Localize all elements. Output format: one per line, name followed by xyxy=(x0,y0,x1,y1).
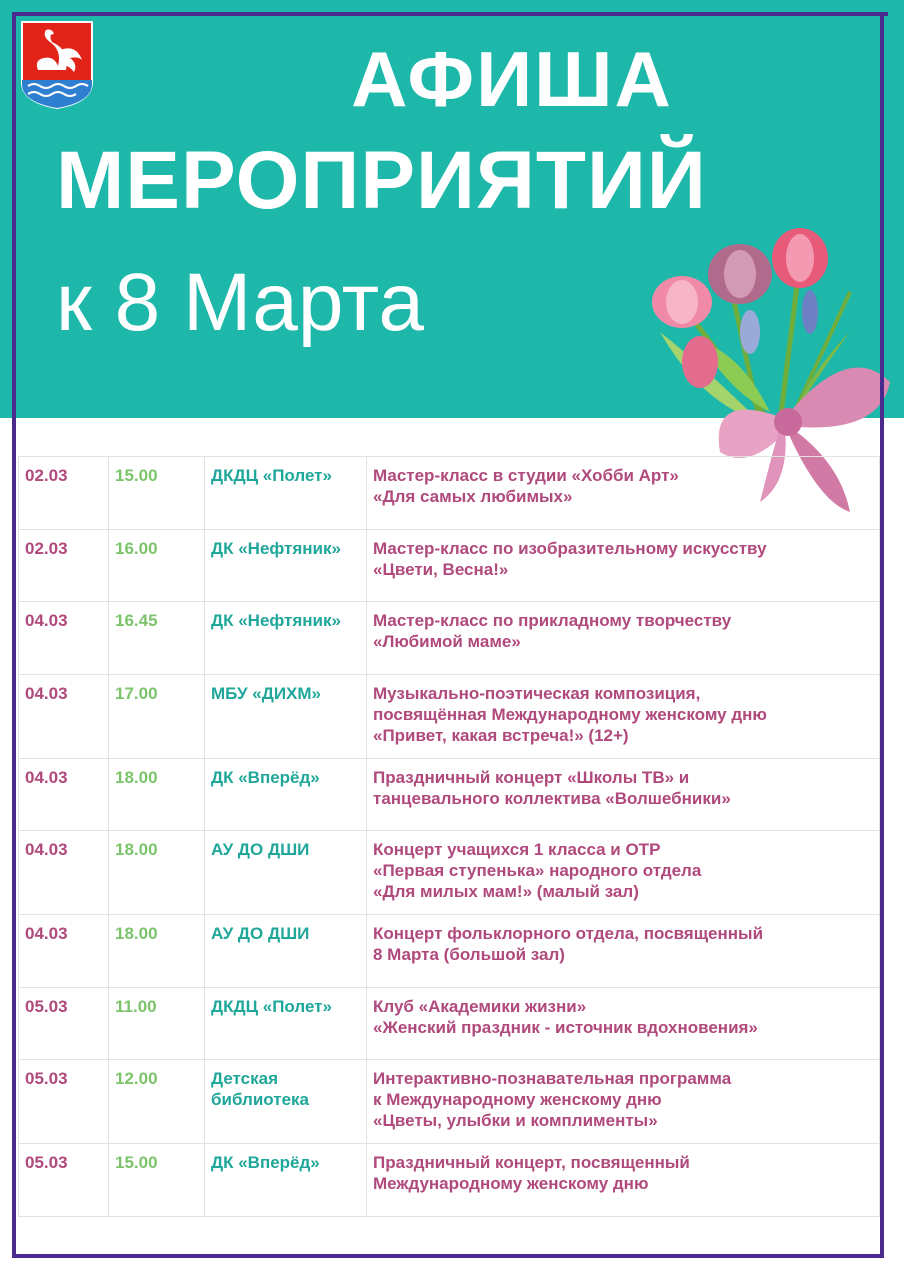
event-time: 16.00 xyxy=(109,529,205,602)
event-description-line: «Женский праздник - источник вдохновения» xyxy=(373,1017,758,1037)
event-place: ДК «Нефтяник» xyxy=(205,602,367,675)
title-line-1: АФИША xyxy=(351,35,673,123)
event-date: 05.03 xyxy=(19,987,109,1060)
event-time: 15.00 xyxy=(109,1144,205,1217)
event-date: 04.03 xyxy=(19,758,109,831)
event-place: ДКДЦ «Полет» xyxy=(205,987,367,1060)
event-place: ДК «Нефтяник» xyxy=(205,529,367,602)
event-description-line: Концерт фольклорного отдела, посвященный xyxy=(373,924,764,943)
event-description-line: Праздничный концерт, посвященный xyxy=(373,1153,690,1172)
event-place: АУ ДО ДШИ xyxy=(205,915,367,988)
event-description-line: «Цветы, улыбки и комплименты» xyxy=(373,1111,658,1130)
event-description-line: Мастер-класс в студии «Хобби Арт» xyxy=(373,466,679,485)
event-place: ДК «Вперёд» xyxy=(205,1144,367,1217)
event-place: АУ ДО ДШИ xyxy=(205,831,367,915)
event-date: 05.03 xyxy=(19,1144,109,1217)
event-time: 18.00 xyxy=(109,758,205,831)
event-time: 16.45 xyxy=(109,602,205,675)
event-description-line: 8 Марта (большой зал) xyxy=(373,945,565,964)
event-description-line: к Международному женскому дню xyxy=(373,1090,662,1109)
title-line-2: МЕРОПРИЯТИЙ xyxy=(56,135,707,226)
event-description-line: Мастер-класс по прикладному творчеству xyxy=(373,611,732,630)
event-place: МБУ «ДИХМ» xyxy=(205,674,367,758)
event-date: 02.03 xyxy=(19,457,109,530)
event-description-line: Музыкально-поэтическая композиция, xyxy=(373,683,701,703)
event-date: 05.03 xyxy=(19,1060,109,1144)
event-time: 11.00 xyxy=(109,987,205,1060)
event-date: 02.03 xyxy=(19,529,109,602)
event-date: 04.03 xyxy=(19,602,109,675)
event-time: 12.00 xyxy=(109,1060,205,1144)
event-description-line: «Любимой маме» xyxy=(373,632,521,651)
event-description-line: «Привет, какая встреча!» (12+) xyxy=(373,725,629,745)
event-description-line: Интерактивно-познавательная программа xyxy=(373,1069,732,1088)
event-time: 17.00 xyxy=(109,674,205,758)
event-description-line: «Для самых любимых» xyxy=(373,487,573,506)
page-frame xyxy=(12,12,884,1258)
event-description-line: Клуб «Академики жизни» xyxy=(373,996,587,1016)
event-time: 15.00 xyxy=(109,457,205,530)
event-description-line: Мастер-класс по изобразительному искусству xyxy=(373,538,767,558)
event-date: 04.03 xyxy=(19,831,109,915)
event-description-line: «Первая ступенька» народного отдела xyxy=(373,861,702,880)
event-description-line: «Для милых мам!» (малый зал) xyxy=(373,882,639,901)
event-place: Детская библиотека xyxy=(205,1060,367,1144)
event-description-line: танцевального коллектива «Волшебники» xyxy=(373,788,731,808)
event-description-line: посвящённая Международному женскому дню xyxy=(373,704,767,724)
event-date: 04.03 xyxy=(19,674,109,758)
event-time: 18.00 xyxy=(109,831,205,915)
event-date: 04.03 xyxy=(19,915,109,988)
event-description-line: Праздничный концерт «Школы ТВ» и xyxy=(373,767,690,787)
event-place: ДКДЦ «Полет» xyxy=(205,457,367,530)
event-description-line: Концерт учащихся 1 класса и ОТР xyxy=(373,840,661,859)
title-line-3: к 8 Марта xyxy=(56,257,424,348)
event-time: 18.00 xyxy=(109,915,205,988)
event-place: ДК «Вперёд» xyxy=(205,758,367,831)
event-description-line: «Цвети, Весна!» xyxy=(373,559,509,579)
event-description-line: Международному женскому дню xyxy=(373,1174,649,1193)
